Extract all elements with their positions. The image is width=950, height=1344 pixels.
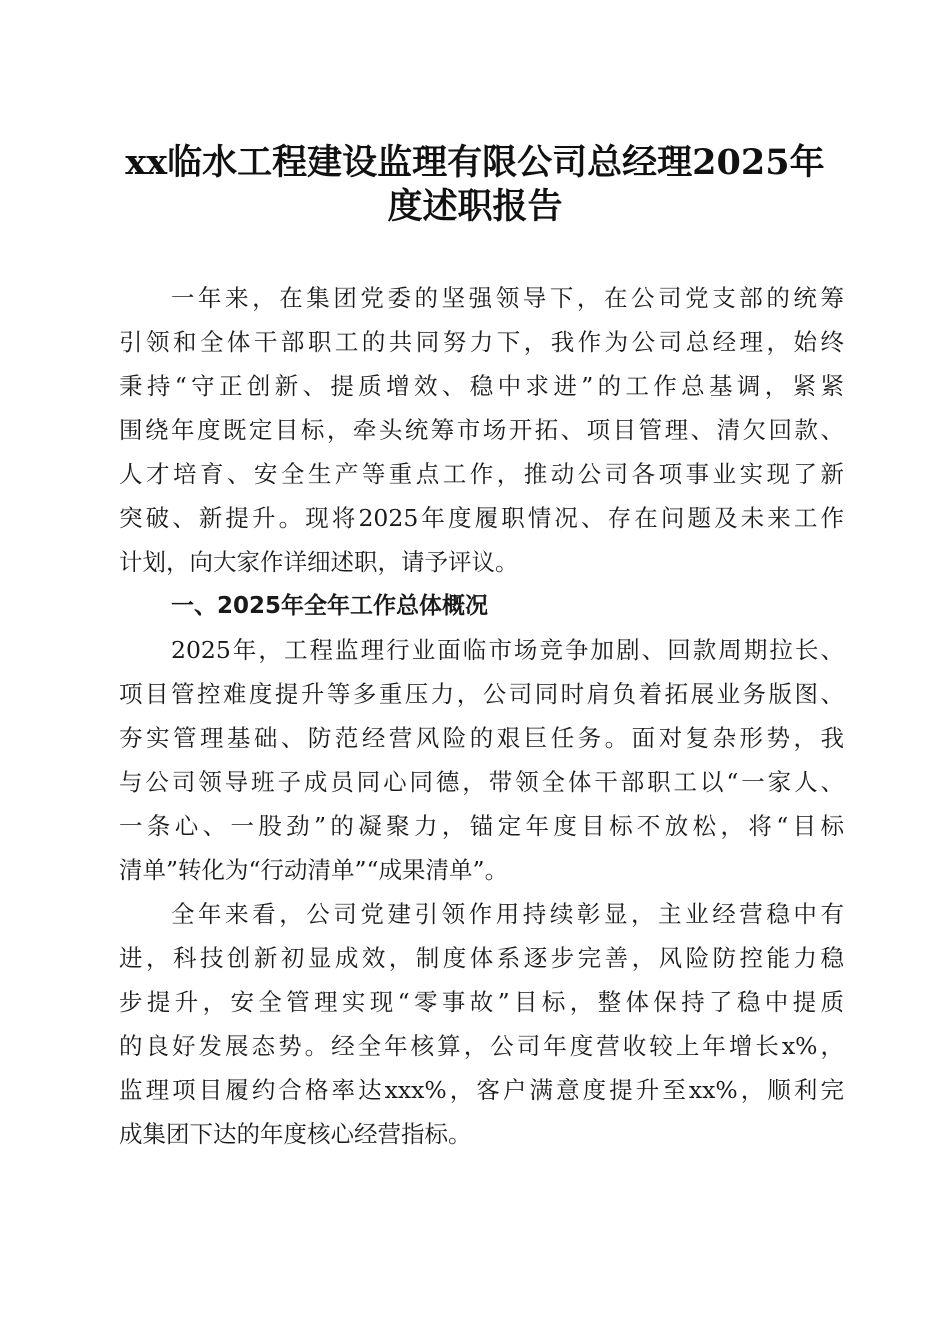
paragraph-line: 秉持“守正创新、提质增效、稳中求进”的工作总基调，紧紧 bbox=[119, 372, 844, 400]
paragraph-line: 步提升，安全管理实现“零事故”目标，整体保持了稳中提质 bbox=[119, 988, 844, 1016]
paragraph-line: 监理项目履约合格率达xxx%，客户满意度提升至xx%，顺利完 bbox=[119, 1076, 844, 1104]
paragraph-line: 清单”转化为“行动清单”“成果清单”。 bbox=[119, 856, 509, 884]
paragraph-line: 突破、新提升。现将2025年度履职情况、存在问题及未来工作 bbox=[119, 504, 844, 532]
paragraph-summary bbox=[119, 892, 844, 1156]
paragraph-line: 与公司领导班子成员同心同德，带领全体干部职工以“一家人、 bbox=[119, 768, 844, 796]
paragraph-overview bbox=[119, 628, 844, 892]
paragraph-line: 2025年，工程监理行业面临市场竞争加剧、回款周期拉长、 bbox=[171, 636, 844, 664]
paragraph-line: 项目管控难度提升等多重压力，公司同时肩负着拓展业务版图、 bbox=[119, 680, 844, 708]
paragraph-line: 的良好发展态势。经全年核算，公司年度营收较上年增长x%， bbox=[119, 1032, 844, 1060]
document-body bbox=[119, 276, 844, 1156]
paragraph-line: 成集团下达的年度核心经营指标。 bbox=[119, 1120, 472, 1148]
section-heading: 一、2025年全年工作总体概况 bbox=[171, 593, 489, 619]
paragraph-line: 围绕年度既定目标，牵头统筹市场开拓、项目管理、清欠回款、 bbox=[119, 416, 844, 444]
paragraph-line: 一年来，在集团党委的坚强领导下，在公司党支部的统筹 bbox=[171, 284, 844, 312]
paragraph-line: 进，科技创新初显成效，制度体系逐步完善，风险防控能力稳 bbox=[119, 944, 844, 972]
paragraph-line: 夯实管理基础、防范经营风险的艰巨任务。面对复杂形势，我 bbox=[119, 724, 844, 752]
paragraph-intro bbox=[119, 276, 844, 584]
paragraph-line: 一条心、一股劲”的凝聚力，锚定年度目标不放松，将“目标 bbox=[119, 812, 844, 840]
document-title-line-1: xx临水工程建设监理有限公司总经理2025年 bbox=[125, 142, 825, 183]
document-title-line-2: 度述职报告 bbox=[387, 186, 563, 227]
paragraph-line: 引领和全体干部职工的共同努力下，我作为公司总经理，始终 bbox=[119, 328, 844, 356]
paragraph-line: 计划，向大家作详细述职，请予评议。 bbox=[119, 548, 519, 576]
paragraph-line: 全年来看，公司党建引领作用持续彰显，主业经营稳中有 bbox=[171, 900, 844, 928]
paragraph-line: 人才培育、安全生产等重点工作，推动公司各项事业实现了新 bbox=[119, 460, 844, 488]
